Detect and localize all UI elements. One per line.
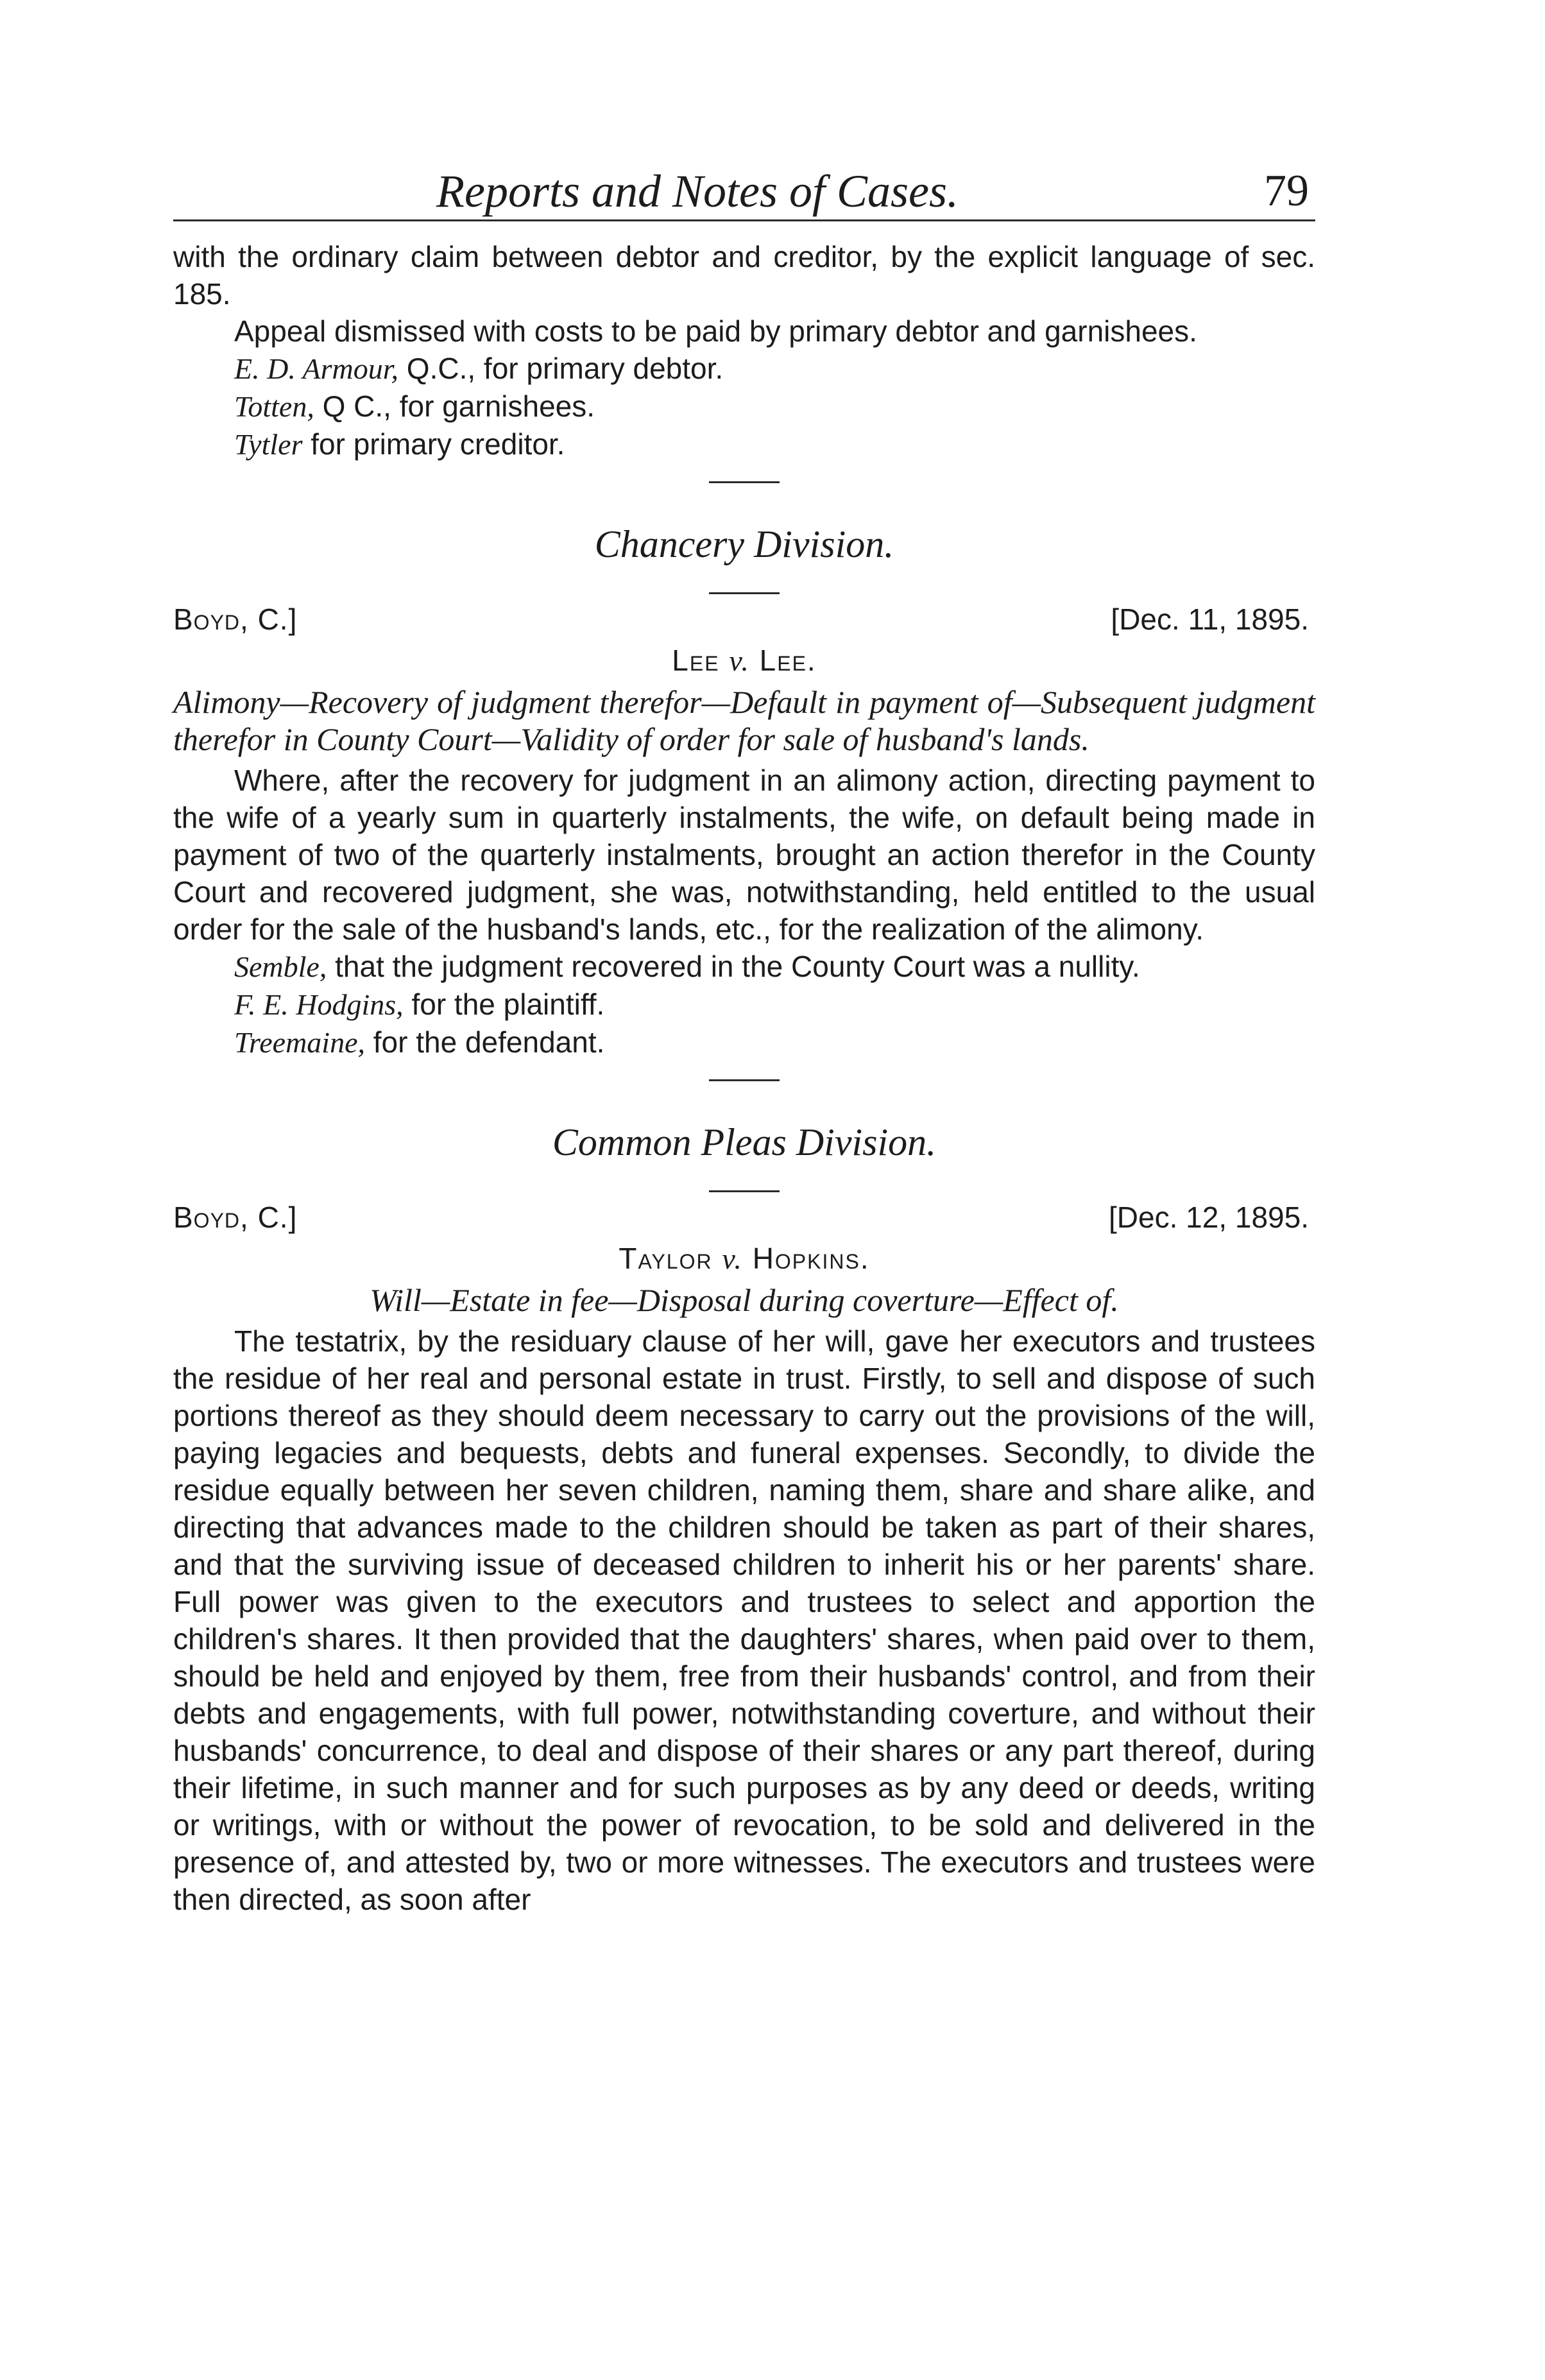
- semble-label: Semble,: [234, 950, 327, 983]
- counsel-line: [234, 425, 1315, 463]
- judge-date-row: [173, 601, 1315, 639]
- decision-date: [Dec. 12, 1895.: [1109, 1201, 1309, 1234]
- counsel-line: [234, 350, 1315, 388]
- semble-line: [234, 948, 1315, 986]
- versus: v.: [729, 644, 750, 677]
- counsel-line: [234, 986, 1315, 1023]
- page-header: [173, 160, 1315, 221]
- case-headnote: Alimony—Recovery of judgment therefor—Default in payment of—Subsequent judgment therefor in County Court—Validity of order for sale of husband's lands.: [173, 684, 1315, 757]
- counsel-role: Q C., for garnishees.: [314, 390, 595, 423]
- continuation-paragraph: with the ordinary claim between debtor and creditor, by the explicit language of sec. 185.: [173, 240, 1315, 311]
- decision-date: [Dec. 11, 1895.: [1111, 603, 1309, 636]
- counsel-role: Q.C., for primary debtor.: [398, 352, 724, 385]
- counsel-name: Tytler: [234, 428, 303, 461]
- running-head: Reports and Notes of Cases.: [436, 166, 959, 217]
- counsel-name: Totten,: [234, 390, 314, 423]
- case-title: [173, 1240, 1315, 1278]
- division-heading-common-pleas: Common Pleas Division.: [552, 1121, 937, 1163]
- page: [173, 160, 1315, 2278]
- counsel-role: for the defendant.: [365, 1025, 605, 1059]
- counsel-name: Treemaine,: [234, 1026, 365, 1059]
- party-plaintiff: Taylor: [619, 1242, 713, 1275]
- case-body-paragraph: Where, after the recovery for judgment in an alimony action, directing payment to the wife of a yearly sum in quarterly instalments, the wife, on default being made in payment of two of the quarterly instalments, brought an action therefor in the County Court and recovered judgment, she was, notwithstanding, held entitled to the usual order for the sale of the husband's lands, etc., for the realization of the alimony.: [173, 764, 1315, 946]
- section-divider: [709, 1079, 780, 1081]
- section-divider: [709, 592, 780, 594]
- disposition-paragraph: Appeal dismissed with costs to be paid by primary debtor and garnishees.: [234, 314, 1197, 348]
- counsel-role: for the plaintiff.: [403, 988, 605, 1021]
- judge-name: Boyd, C.]: [173, 603, 298, 636]
- case-body-paragraph: The testatrix, by the residuary clause of her will, gave her executors and trustees the residue of her real and personal estate in trust. Firstly, to sell and dispose of such portions thereof as they should deem necessary to carry out the provisions of the will, paying legacies and bequests, debts and funeral expenses. Secondly, to divide the residue equally between her seven children, naming them, share and share alike, and directing that advances made to the children should be taken as part of their shares, and that the surviving issue of deceased children to inherit his or her parents' share. Full power was given to the executors and trustees to select and apportion the children's shares. It then provided that the daughters' shares, when paid over to them, should be held and enjoyed by them, free from their husbands' control, and from their debts and engagements, with full power, notwithstanding coverture, and without their husbands' concurrence, to deal and dispose of their shares or any part thereof, during their lifetime, in such manner and for such purposes as by any deed or deeds, writing or writings, with or without the power of revocation, to be sold and delivered in the presence of, and attested by, two or more witnesses. The executors and trustees were then directed, as soon after: [173, 1324, 1315, 1916]
- versus: v.: [722, 1242, 743, 1275]
- counsel-role: for primary creditor.: [302, 427, 565, 461]
- case-title: [173, 642, 1315, 680]
- counsel-line: [234, 1023, 1315, 1061]
- counsel-line: [234, 388, 1315, 425]
- party-defendant: Hopkins.: [752, 1242, 870, 1275]
- section-divider: [709, 481, 780, 483]
- section-divider: [709, 1190, 780, 1192]
- division-heading-chancery: Chancery Division.: [594, 523, 894, 565]
- party-plaintiff: Lee: [672, 644, 720, 677]
- case-headnote: Will—Estate in fee—Disposal during coverture—Effect of.: [370, 1282, 1119, 1318]
- judge-name: Boyd, C.]: [173, 1201, 298, 1234]
- counsel-name: E. D. Armour,: [234, 352, 399, 385]
- party-defendant: Lee.: [759, 644, 817, 677]
- counsel-name: F. E. Hodgins,: [234, 988, 404, 1021]
- judge-date-row: [173, 1199, 1315, 1237]
- page-number: 79: [1264, 166, 1309, 216]
- semble-text: that the judgment recovered in the County Court was a nullity.: [327, 950, 1140, 983]
